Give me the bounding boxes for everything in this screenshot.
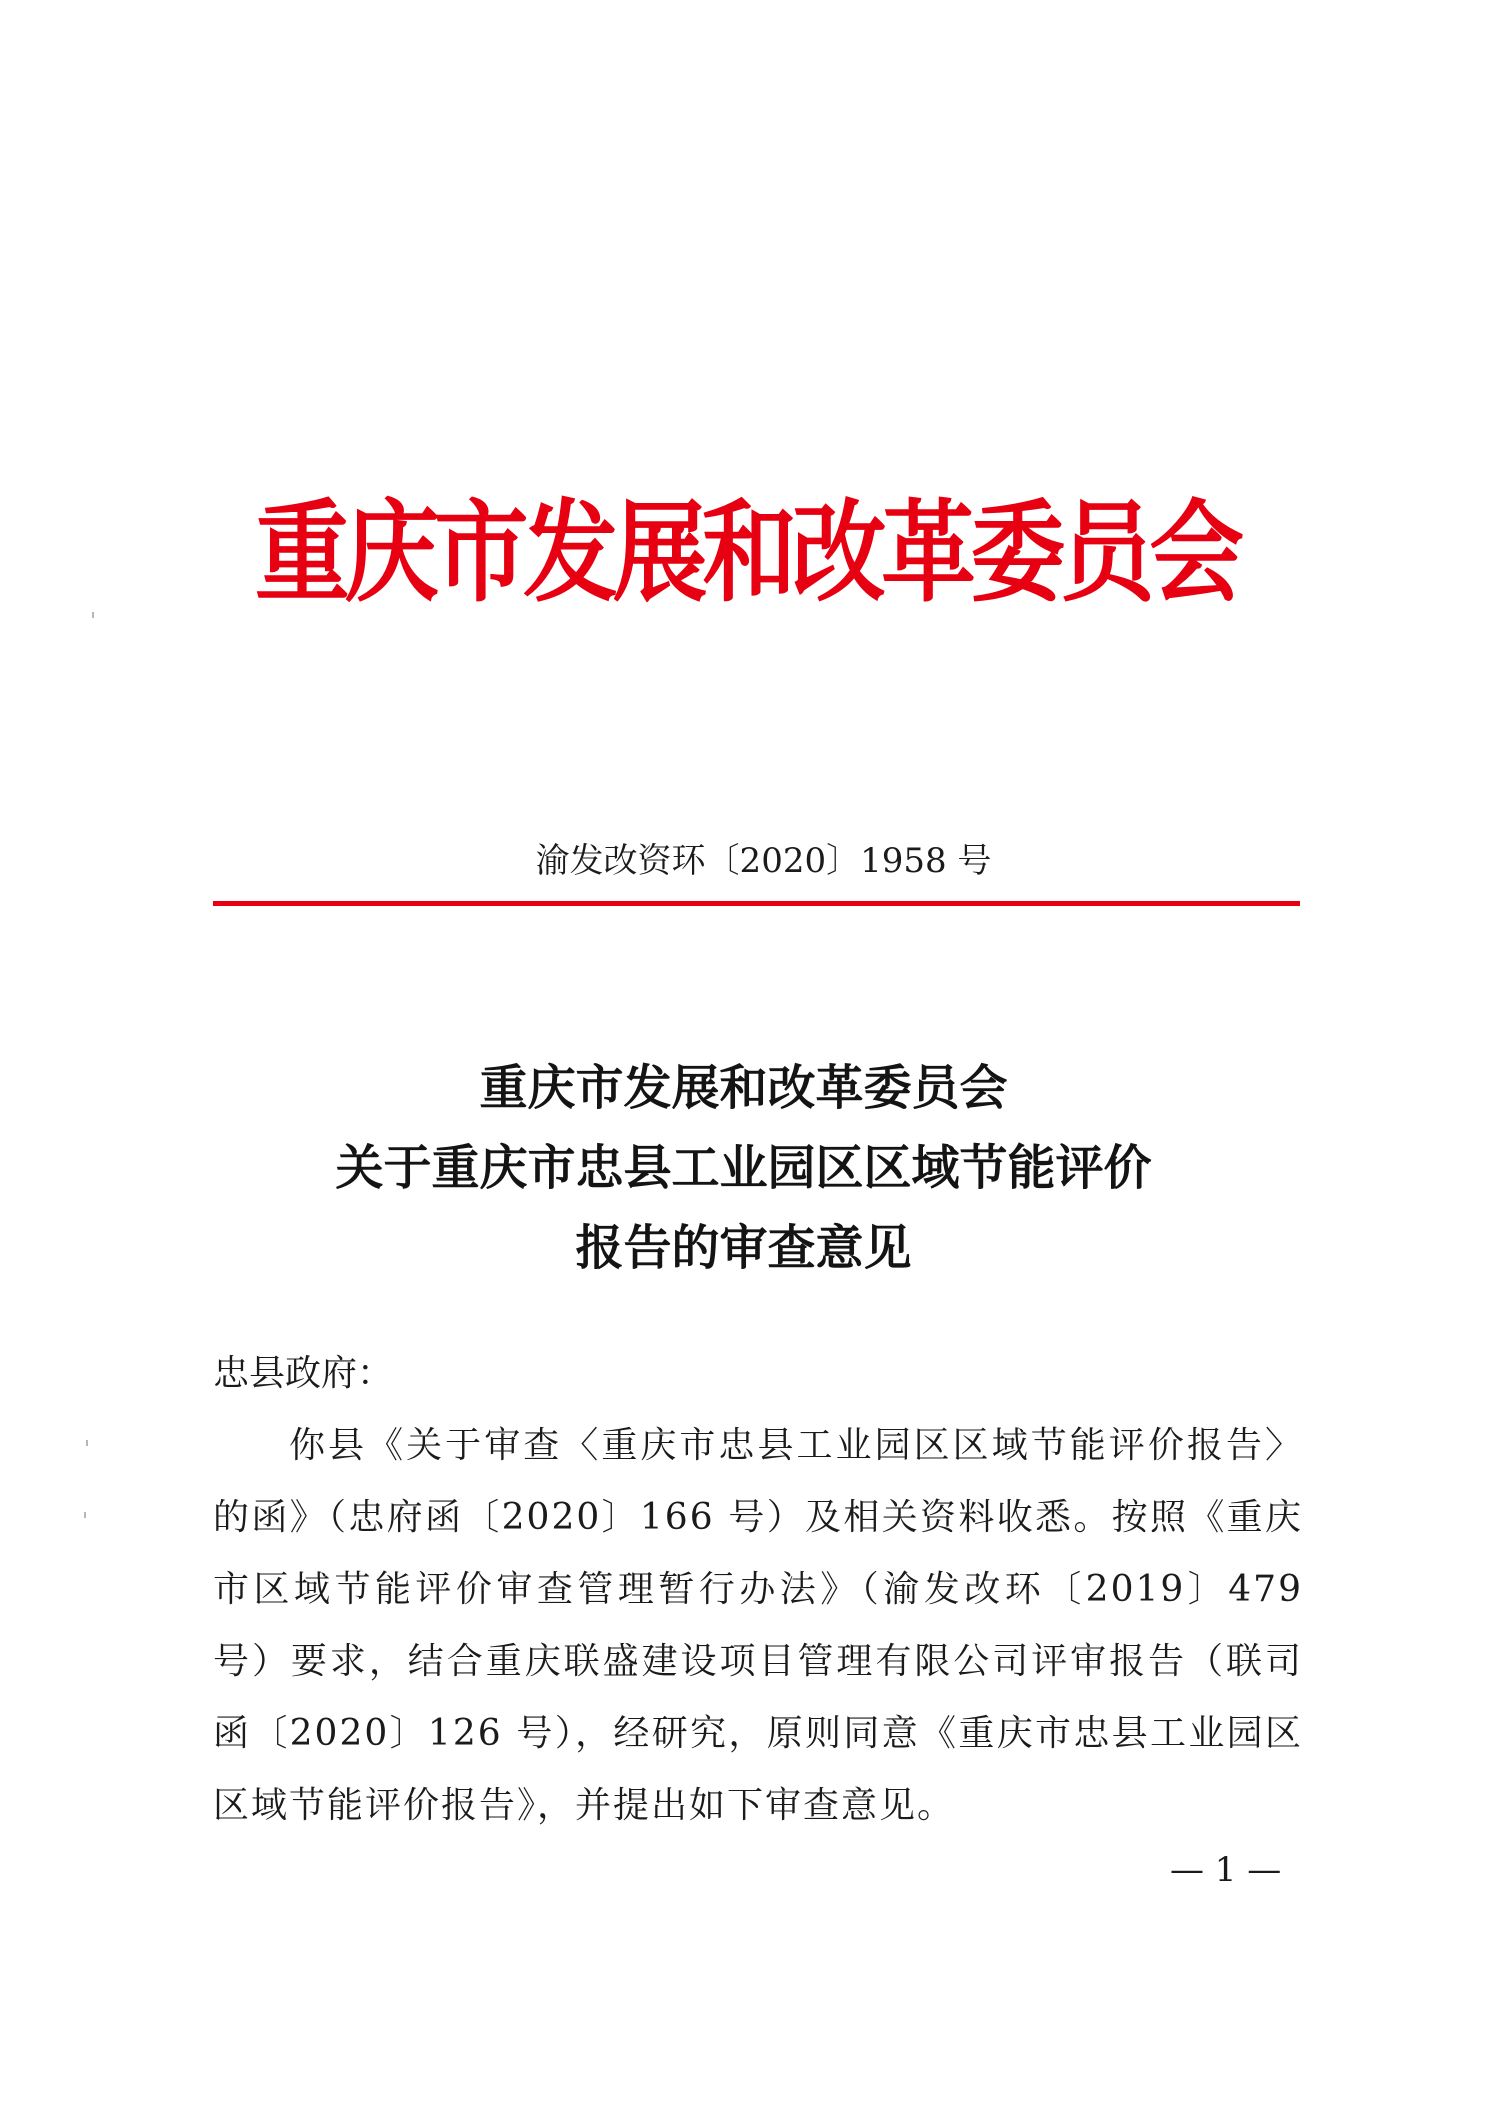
document-title-line-3: 报告的审查意见: [575, 1220, 912, 1276]
scan-speck: [84, 1512, 86, 1518]
page-number: — 1 —: [1170, 1850, 1282, 1890]
document-number: 渝发改资环〔2020〕1958 号: [535, 841, 992, 881]
document-title-line-1: 重庆市发展和改革委员会: [479, 1060, 1008, 1116]
red-divider-line: [213, 901, 1300, 906]
salutation: 忠县政府：: [213, 1353, 394, 1394]
scan-speck: [86, 1440, 88, 1446]
body-paragraph: 你县《关于审查〈重庆市忠县工业园区区域节能评价报告〉的函》（忠府函〔2020〕166 号）及相关资料收悉。按照《重庆市区域节能评价审查管理暂行办法》（渝发改环〔2019〕479 号）要求，结合重庆联盛建设项目管理有限公司评审报告（联司函〔2020〕126 号），经研究，原则同意《重庆市忠县工业园区区域节能评价报告》，并提出如下审查意见。: [213, 1425, 1303, 1826]
document-body: [213, 1338, 1303, 1842]
document-title-line-2: 关于重庆市忠县工业园区区域节能评价: [335, 1140, 1152, 1196]
document-title: [0, 1048, 1487, 1288]
agency-header: 重庆市发展和改革委员会: [255, 489, 1239, 617]
scan-speck: [92, 612, 94, 618]
